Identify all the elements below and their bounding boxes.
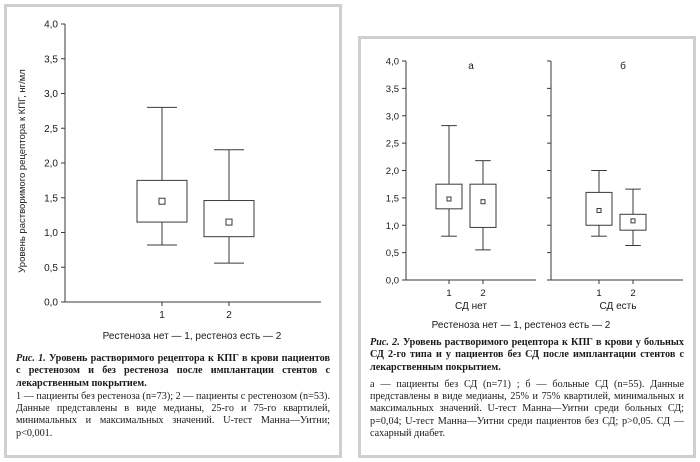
median-marker	[481, 200, 485, 204]
panel-label-a: а	[468, 61, 474, 72]
y-tick-label: 1,5	[44, 193, 58, 205]
y-tick-label: 3,5	[385, 83, 399, 95]
median-marker	[631, 219, 635, 223]
y-tick-label: 1,0	[385, 220, 399, 232]
figure-2-panel	[358, 36, 696, 458]
caption-label: Рис. 1.	[16, 353, 46, 364]
y-tick-label: 0,0	[44, 297, 58, 309]
median-marker	[226, 219, 232, 225]
caption-body: а — пациенты без СД (n=71) ; б — больные СД (n=55). Данные представлены в виде медианы, 25% и 75% квартилей, минимальных и максимальных значений. U-тест Манна—Уитни среди больных СД; p=0,04; U-тест Манна—Уитни среди пациентов без СД; p>0,05. СД — сахарный диабет.	[370, 378, 684, 440]
figure-1-caption	[16, 353, 330, 440]
x-tick-label: 2	[226, 310, 232, 321]
y-tick-label: 4,0	[385, 56, 399, 68]
caption-label: Рис. 2.	[370, 337, 400, 348]
x-tick-label: 2	[480, 288, 486, 299]
iqr-box	[470, 184, 496, 227]
y-tick-label: 2,0	[44, 158, 58, 170]
caption-title-text: Уровень растворимого рецептора к КПГ в крови пациентов с рестенозом и без рестеноза после имплантации стентов с лекарственным покрытием.	[16, 353, 330, 389]
y-tick-label: 0,5	[385, 248, 399, 260]
y-tick-label: 1,0	[44, 228, 58, 239]
y-tick-label: 3,0	[385, 111, 399, 123]
median-marker	[447, 197, 451, 201]
y-axis-label: Уровень растворимого рецептора к КПГ, нг/мл	[17, 69, 28, 273]
x-tick-label: 1	[446, 288, 452, 299]
figure-2-caption	[370, 337, 684, 440]
y-tick-label: 2,0	[385, 166, 399, 177]
caption-title	[16, 353, 330, 390]
median-marker	[597, 208, 601, 212]
caption-title-text: Уровень растворимого рецептора к КПГ в крови у больных СД 2-го типа и у пациентов без СД после имплантации стентов с лекарственным покрытием.	[370, 337, 684, 373]
figure-2-chart	[361, 39, 693, 335]
figure-1-panel	[4, 4, 342, 458]
x-axis-label: Рестеноза нет — 1, рестеноз есть — 2	[431, 320, 611, 331]
y-tick-label: 1,5	[385, 193, 399, 205]
y-tick-label: 0,5	[44, 262, 58, 274]
x-tick-label: 1	[159, 310, 165, 321]
panel-label-b: б	[620, 61, 626, 72]
figure-1-chart	[7, 7, 339, 347]
median-marker	[159, 198, 165, 204]
group-label-a: СД нет	[455, 301, 487, 312]
y-tick-label: 4,0	[44, 19, 58, 31]
caption-title	[370, 337, 684, 374]
x-tick-label: 2	[630, 288, 636, 299]
y-tick-label: 2,5	[44, 123, 58, 135]
y-tick-label: 3,0	[44, 89, 58, 100]
x-axis-label: Рестеноза нет — 1, рестеноз есть — 2	[102, 331, 282, 342]
group-label-b: СД есть	[599, 301, 637, 312]
y-tick-label: 0,0	[385, 275, 399, 287]
caption-body: 1 — пациенты без рестеноза (n=73); 2 — пациенты с рестенозом (n=53). Данные представлены в виде медианы, 25-го и 75-го квартилей, минимальных и максимальных значений. U-тест Манна—Уитни; p<0,001.	[16, 390, 330, 439]
x-tick-label: 1	[596, 288, 602, 299]
y-tick-label: 3,5	[44, 54, 58, 66]
y-tick-label: 2,5	[385, 138, 399, 150]
